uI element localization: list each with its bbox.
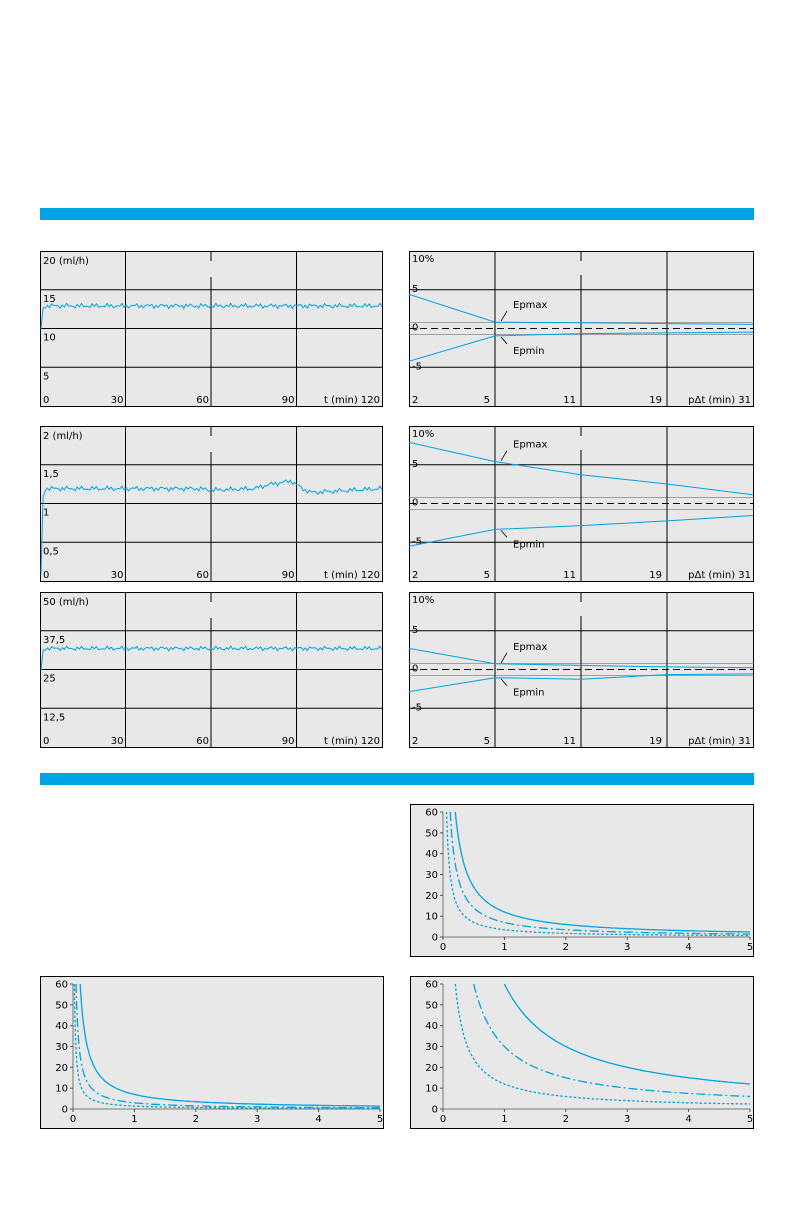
x-tick-label: 0 (43, 736, 50, 747)
y-tick-label: -5 (412, 702, 422, 714)
x-tick-label: 3 (624, 942, 631, 953)
y-tick-label: 0 (412, 663, 419, 675)
x-tick-label: 4 (685, 1114, 692, 1125)
section-divider-middle (40, 773, 754, 785)
y-tick-label: -5 (412, 361, 422, 373)
y-tick-label: 50 (425, 828, 438, 840)
x-tick-label: 2 (562, 1114, 569, 1125)
y-tick-label: 5 (412, 624, 419, 636)
x-tick-label: 30 (110, 395, 124, 406)
x-tick-label: 60 (196, 736, 209, 747)
x-tick-label: 2 (412, 570, 419, 581)
x-tick-label: 2 (412, 395, 419, 406)
x-tick-label: t (min) 120 (323, 395, 380, 406)
x-tick-label: pΔt (min) 31 (688, 395, 751, 406)
x-tick-label: 5 (746, 1114, 754, 1125)
y-tick-label: 50 (55, 1000, 68, 1012)
x-tick-label: 4 (685, 942, 692, 953)
y-tick-label: 5 (43, 371, 50, 383)
y-tick-label: 0 (431, 932, 438, 944)
x-tick-label: 5 (483, 736, 490, 747)
plot-frame (411, 977, 754, 1129)
y-tick-label: 20 (425, 1062, 438, 1074)
x-tick-label: 2 (562, 942, 569, 953)
y-tick-label: 25 (43, 673, 56, 685)
trumpet-chart-2 (409, 426, 754, 582)
x-tick-label: 0 (43, 570, 50, 581)
x-tick-label: 60 (196, 570, 209, 581)
x-tick-label: 0 (69, 1114, 77, 1125)
y-tick-label: 30 (55, 1042, 68, 1053)
x-tick-label: pΔt (min) 31 (688, 736, 751, 747)
x-tick-label: 60 (196, 395, 209, 406)
section-divider-top (40, 208, 754, 220)
y-tick-label: 40 (425, 849, 438, 861)
x-tick-label: 5 (746, 942, 754, 953)
x-tick-label: 3 (624, 1114, 631, 1125)
x-tick-label: pΔt (min) 31 (688, 570, 751, 581)
y-tick-label: 12,5 (43, 712, 66, 724)
epmin-label: Epmin (513, 345, 545, 357)
curve-chart-3 (410, 976, 754, 1129)
y-tick-label: 50 (425, 1000, 438, 1012)
y-tick-label: 15 (43, 293, 56, 305)
trumpet-chart-1 (409, 251, 754, 407)
epmax-label: Epmax (513, 641, 548, 653)
y-tick-label: 0 (412, 497, 419, 509)
epmax-label: Epmax (513, 300, 548, 312)
y-tick-label: 40 (55, 1021, 68, 1033)
y-tick-label: 20 (55, 1062, 68, 1074)
x-tick-label: 19 (649, 570, 662, 581)
curve-chart-1 (410, 804, 754, 957)
x-tick-label: 0 (439, 942, 447, 953)
epmin-label: Epmin (513, 687, 545, 699)
y-tick-label: 0 (412, 322, 419, 334)
y-axis-label: 10% (412, 429, 435, 440)
y-tick-label: 20 (425, 890, 438, 902)
trumpet-chart-3 (409, 592, 754, 748)
y-axis-label: 20 (ml/h) (43, 256, 89, 267)
x-tick-label: 19 (649, 736, 662, 747)
y-tick-label: 10 (43, 332, 56, 344)
x-tick-label: 11 (563, 736, 576, 747)
y-tick-label: -5 (412, 536, 422, 548)
flow-chart-2 (40, 426, 383, 582)
y-tick-label: 37,5 (43, 634, 66, 646)
y-axis-label: 10% (412, 254, 435, 265)
x-tick-label: 3 (254, 1114, 261, 1125)
y-tick-label: 1 (43, 507, 50, 519)
y-tick-label: 5 (412, 283, 419, 295)
x-tick-label: t (min) 120 (323, 570, 380, 581)
curve-chart-2 (40, 976, 384, 1129)
x-tick-label: 4 (315, 1114, 322, 1125)
y-tick-label: 10 (425, 911, 438, 923)
y-tick-label: 5 (412, 458, 419, 470)
x-tick-label: 30 (110, 736, 124, 747)
y-tick-label: 0 (61, 1104, 68, 1116)
x-tick-label: 1 (501, 942, 508, 953)
x-tick-label: t (min) 120 (323, 736, 380, 747)
x-tick-label: 2 (412, 736, 419, 747)
flow-chart-50 (40, 592, 383, 748)
x-tick-label: 90 (281, 570, 295, 581)
y-axis-label: 50 (ml/h) (43, 597, 89, 608)
plot-frame (411, 805, 754, 957)
x-tick-label: 30 (110, 570, 124, 581)
x-tick-label: 5 (483, 395, 490, 406)
y-tick-label: 60 (55, 979, 68, 991)
y-tick-label: 30 (425, 1042, 438, 1053)
y-tick-label: 10 (425, 1083, 438, 1095)
x-tick-label: 11 (563, 395, 576, 406)
x-tick-label: 5 (376, 1114, 384, 1125)
epmin-label: Epmin (513, 539, 545, 551)
x-tick-label: 0 (439, 1114, 447, 1125)
x-tick-label: 90 (281, 395, 295, 406)
y-tick-label: 0,5 (43, 546, 59, 558)
flow-chart-20 (40, 251, 383, 407)
y-tick-label: 1,5 (43, 468, 59, 480)
x-tick-label: 90 (281, 736, 295, 747)
x-tick-label: 1 (131, 1114, 138, 1125)
y-axis-label: 2 (ml/h) (43, 431, 83, 442)
y-tick-label: 60 (425, 979, 438, 991)
y-axis-label: 10% (412, 595, 435, 606)
y-tick-label: 10 (55, 1083, 68, 1095)
x-tick-label: 11 (563, 570, 576, 581)
y-tick-label: 60 (425, 807, 438, 819)
x-tick-label: 1 (501, 1114, 508, 1125)
y-tick-label: 30 (425, 870, 438, 881)
epmax-label: Epmax (513, 439, 548, 451)
x-tick-label: 5 (483, 570, 490, 581)
x-tick-label: 0 (43, 395, 50, 406)
y-tick-label: 40 (425, 1021, 438, 1033)
y-tick-label: 0 (431, 1104, 438, 1116)
x-tick-label: 19 (649, 395, 662, 406)
x-tick-label: 2 (192, 1114, 199, 1125)
